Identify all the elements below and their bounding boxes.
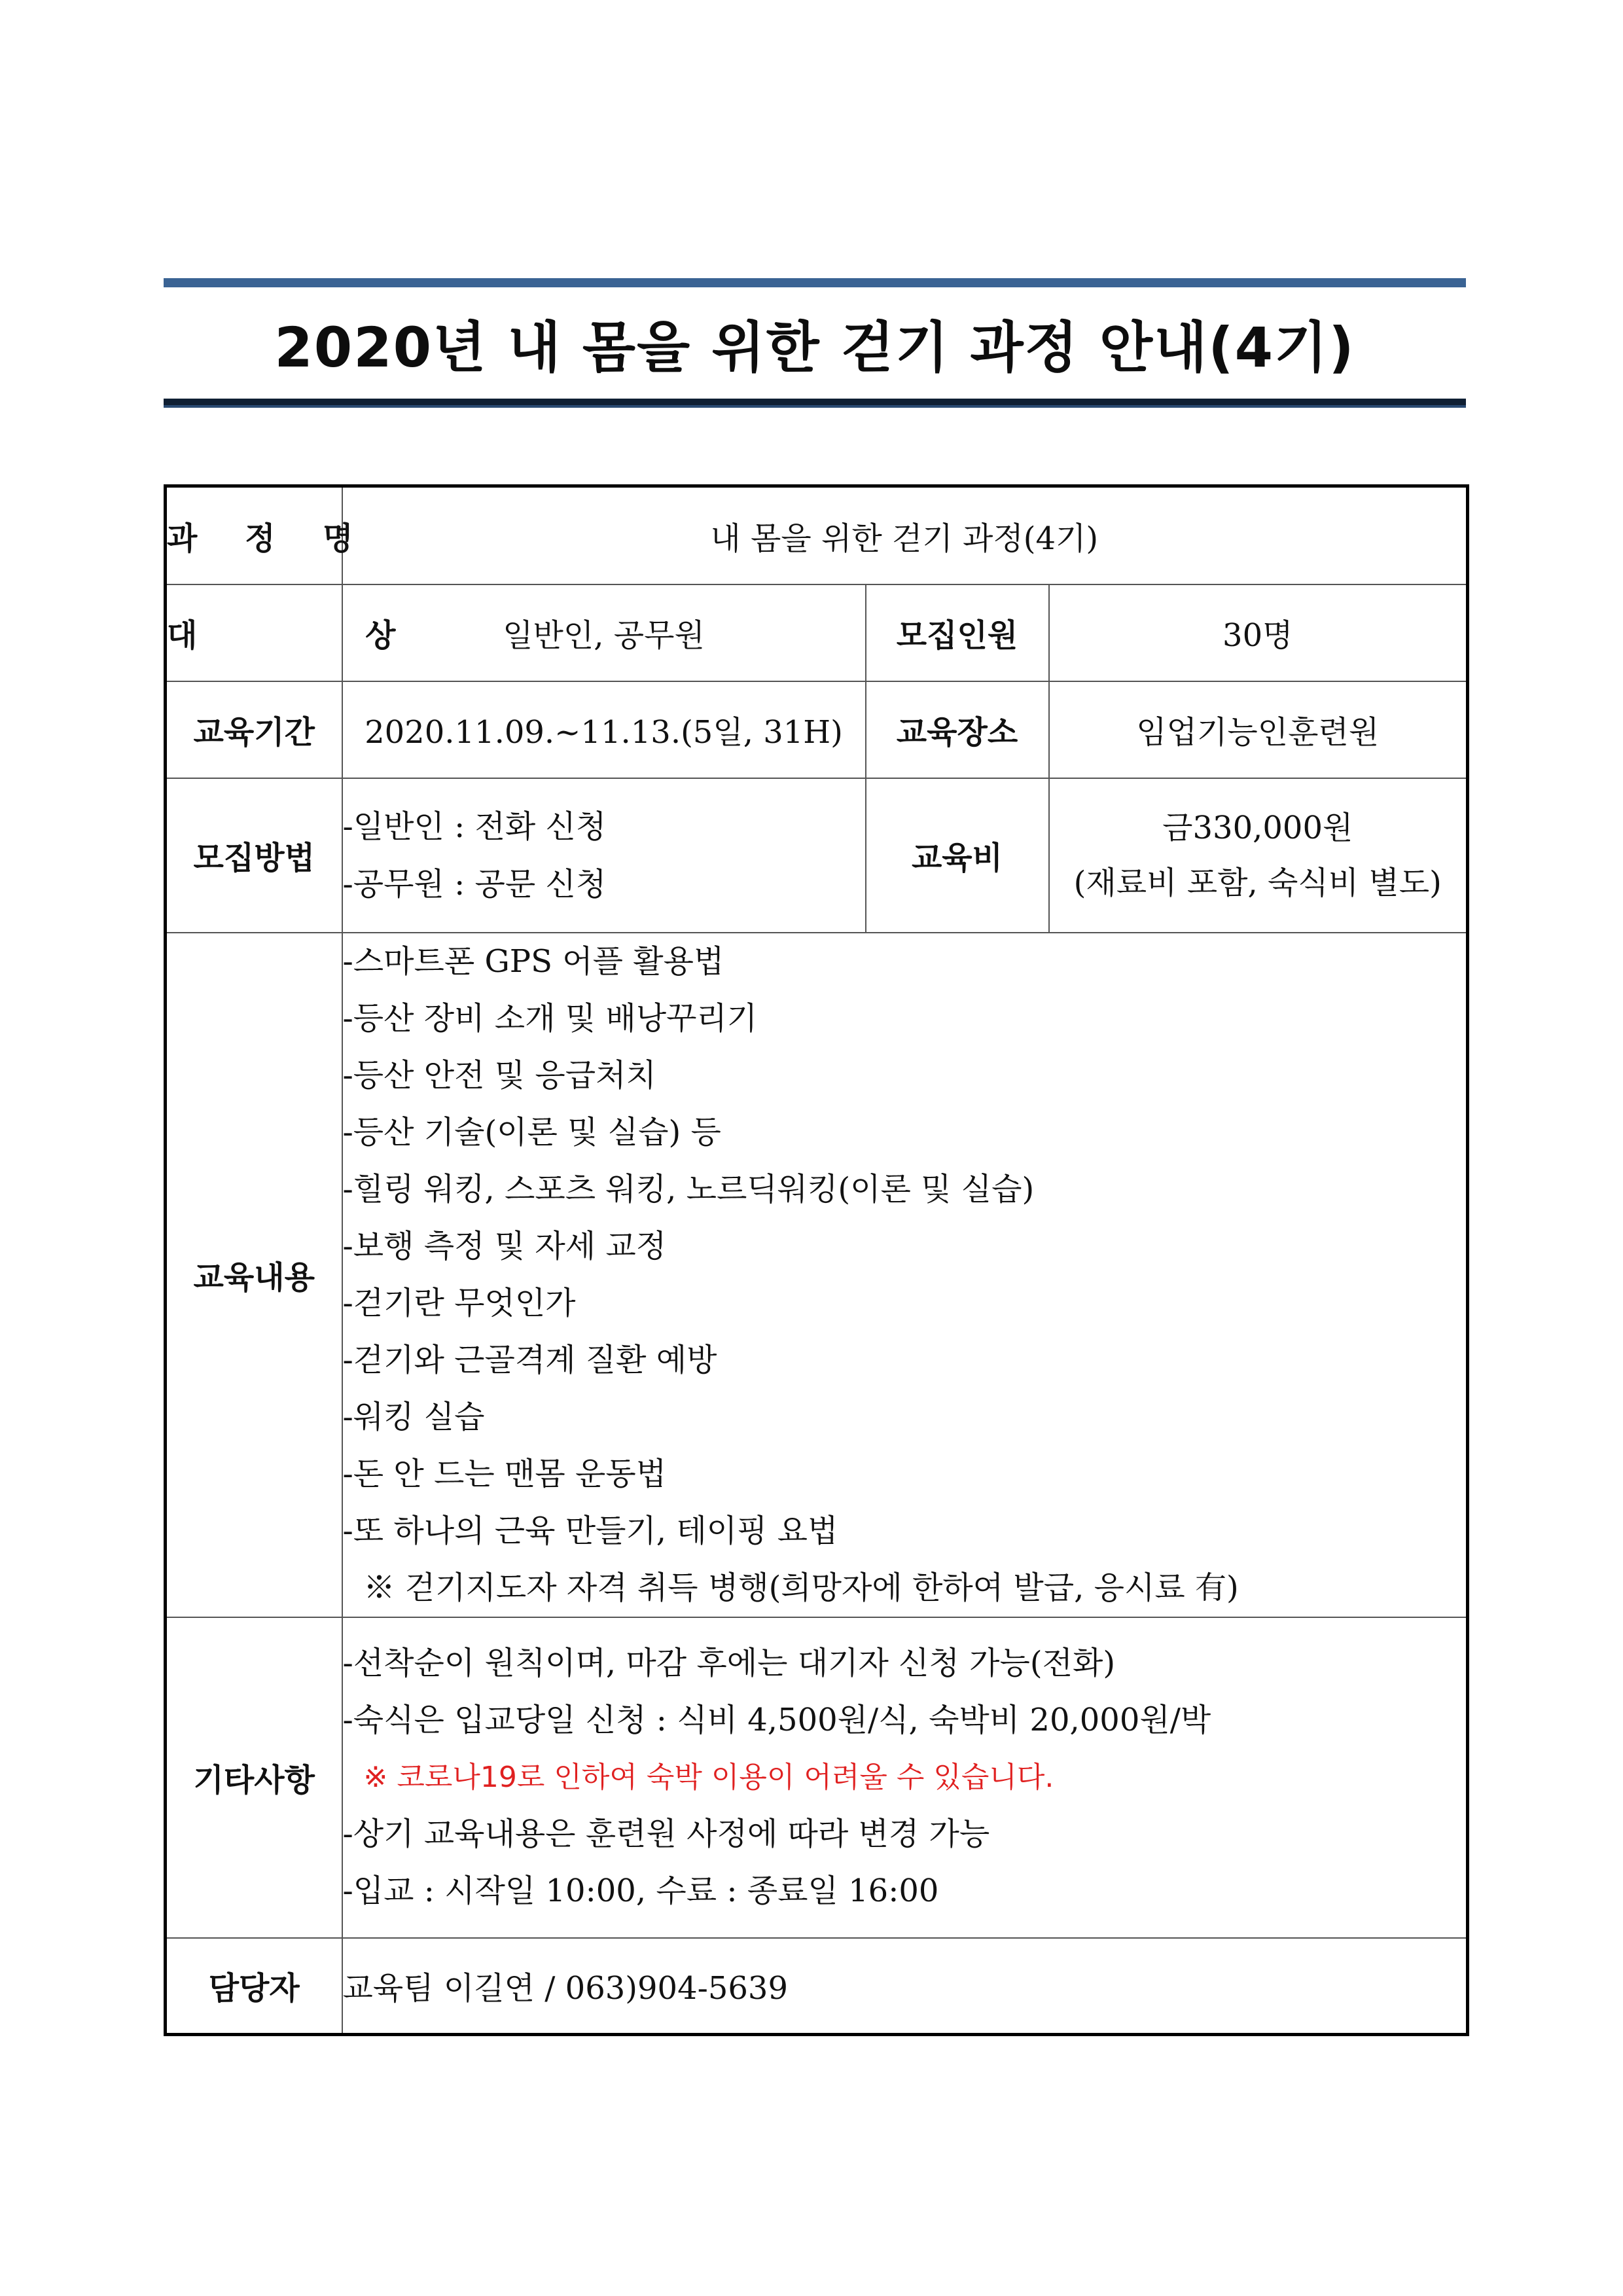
method-item: -일반인 : 전화 신청	[342, 808, 607, 845]
row-content	[166, 933, 1468, 1617]
etc-item: -숙식은 입교당일 신청 : 식비 4,500원/식, 숙박비 20,000원/박	[342, 1702, 1211, 1738]
contact-label: 담당자	[166, 1938, 342, 2035]
period-value: 2020.11.09.~11.13.(5일, 31H)	[342, 681, 866, 778]
row-etc	[166, 1617, 1468, 1938]
course-name-value: 내 몸을 위한 걷기 과정(4기)	[342, 486, 1468, 584]
content-note: ※ 걷기지도자 자격 취득 병행(희망자에 한하여 발급, 응시료 有)	[363, 1569, 1239, 1606]
row-target	[166, 584, 1468, 681]
etc-warning: ※ 코로나19로 인하여 숙박 이용이 어려울 수 있습니다.	[363, 1761, 1054, 1794]
content-item: -걷기와 근골격계 질환 예방	[342, 1341, 717, 1378]
recruit-value: 30명	[1049, 584, 1468, 681]
content-item: -보행 측정 및 자세 교정	[342, 1227, 667, 1265]
content-item: -힐링 워킹, 스포츠 워킹, 노르딕워킹(이론 및 실습)	[342, 1170, 1035, 1208]
etc-item: -입교 : 시작일 10:00, 수료 : 종료일 16:00	[342, 1873, 939, 1909]
target-value: 일반인, 공무원	[342, 584, 866, 681]
fee-value	[1049, 778, 1468, 933]
content-item: -돈 안 드는 맨몸 운동법	[342, 1455, 667, 1492]
title-bar-top	[164, 278, 1466, 287]
fee-label: 교육비	[866, 778, 1049, 933]
recruit-label: 모집인원	[866, 584, 1049, 681]
etc-list	[342, 1617, 1468, 1938]
method-list	[342, 778, 866, 933]
fee-amount: 금330,000원	[1162, 809, 1353, 846]
content-label: 교육내용	[166, 933, 342, 1617]
etc-label: 기타사항	[166, 1617, 342, 1938]
fee-note: (재료비 포함, 숙식비 별도)	[1073, 864, 1442, 901]
page-title: 2020년 내 몸을 위한 걷기 과정 안내(4기)	[274, 315, 1355, 380]
row-course-name	[166, 486, 1468, 584]
row-contact	[166, 1938, 1468, 2035]
content-item: -등산 장비 소개 및 배낭꾸리기	[342, 999, 758, 1037]
etc-item: -선착순이 원칙이며, 마감 후에는 대기자 신청 가능(전화)	[342, 1645, 1116, 1681]
title-bar-bottom	[164, 399, 1466, 408]
method-item: -공무원 : 공문 신청	[342, 865, 607, 903]
content-item: -또 하나의 근육 만들기, 테이핑 요법	[342, 1512, 838, 1549]
row-period	[166, 681, 1468, 778]
content-item: -스마트폰 GPS 어플 활용법	[342, 942, 724, 980]
content-item: -워킹 실습	[342, 1398, 485, 1435]
place-label: 교육장소	[866, 681, 1049, 778]
method-label: 모집방법	[166, 778, 342, 933]
etc-item: -상기 교육내용은 훈련원 사정에 따라 변경 가능	[342, 1816, 990, 1852]
contact-value: 교육팀 이길연 / 063)904-5639	[342, 1938, 1468, 2035]
content-item: -걷기란 무엇인가	[342, 1284, 576, 1321]
period-label: 교육기간	[166, 681, 342, 778]
content-item: -등산 기술(이론 및 실습) 등	[342, 1113, 721, 1151]
target-label: 대 상	[166, 584, 342, 681]
content-list	[342, 933, 1468, 1617]
row-method	[166, 778, 1468, 933]
course-info-table	[164, 484, 1469, 2036]
content-item: -등산 안전 및 응급처치	[342, 1056, 656, 1094]
place-value: 임업기능인훈련원	[1049, 681, 1468, 778]
course-name-label: 과 정 명	[166, 486, 342, 584]
title-block	[164, 278, 1466, 408]
